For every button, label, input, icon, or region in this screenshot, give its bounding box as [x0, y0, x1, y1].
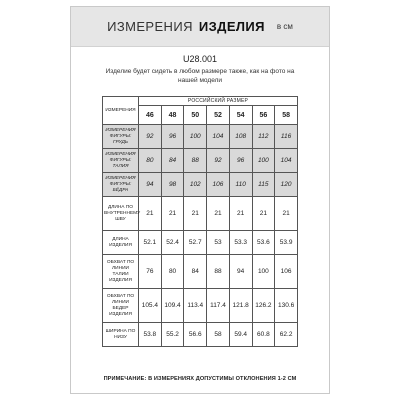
- table-cell: 53.8: [139, 323, 162, 347]
- table-row: [103, 173, 298, 197]
- size-header-cell: 52: [207, 106, 230, 125]
- table-cell: 76: [139, 255, 162, 289]
- article-number: U28.001: [182, 54, 218, 64]
- table-cell: 84: [184, 255, 207, 289]
- size-table: [102, 96, 298, 347]
- table-row: [103, 125, 298, 149]
- row-label: ДЛИНА ПО ВНУТРЕННЕМУ ШВУ: [103, 197, 139, 231]
- table-cell: 80: [161, 255, 184, 289]
- size-header-cell: 58: [275, 106, 298, 125]
- table-cell: 120: [275, 173, 298, 197]
- table-row: [103, 323, 298, 347]
- table-cell: 100: [252, 149, 275, 173]
- table-cell: 88: [184, 149, 207, 173]
- row-label: ДЛИНА ИЗДЕЛИЯ: [103, 231, 139, 255]
- title-measurements: ИЗМЕРЕНИЯ: [107, 19, 193, 34]
- size-header-cell: 50: [184, 106, 207, 125]
- table-cell: 53.3: [229, 231, 252, 255]
- table-cell: 21: [229, 197, 252, 231]
- table-cell: 88: [207, 255, 230, 289]
- table-cell: 105.4: [139, 289, 162, 323]
- table-cell: 94: [229, 255, 252, 289]
- size-header-cell: 56: [252, 106, 275, 125]
- table-cell: 108: [229, 125, 252, 149]
- table-row: [103, 289, 298, 323]
- table-corner-label: ИЗМЕРЕНИЯ: [103, 97, 139, 125]
- title-product: ИЗДЕЛИЯ: [198, 19, 265, 34]
- table-cell: 106: [207, 173, 230, 197]
- table-cell: 59.4: [229, 323, 252, 347]
- fit-note: Изделие будет сидеть в любом размере также, как на фото на нашей модели: [105, 68, 295, 84]
- row-label: ИЗМЕРЕНИЯ ФИГУРЫ: ТАЛИЯ: [103, 149, 139, 173]
- table-cell: 21: [207, 197, 230, 231]
- table-cell: 96: [229, 149, 252, 173]
- table-cell: 112: [252, 125, 275, 149]
- table-cell: 130.6: [275, 289, 298, 323]
- table-cell: 104: [275, 149, 298, 173]
- table-row: [103, 197, 298, 231]
- table-cell: 53: [207, 231, 230, 255]
- table-cell: 55.2: [161, 323, 184, 347]
- table-group-header-row: [103, 97, 298, 106]
- table-row: [103, 255, 298, 289]
- size-header-cell: 54: [229, 106, 252, 125]
- table-cell: 53.6: [252, 231, 275, 255]
- table-cell: 102: [184, 173, 207, 197]
- table-cell: 110: [229, 173, 252, 197]
- table-cell: 21: [252, 197, 275, 231]
- row-label: ШИРИНА ПО НИЗУ: [103, 323, 139, 347]
- table-cell: 100: [252, 255, 275, 289]
- table-cell: 96: [161, 125, 184, 149]
- table-cell: 106: [275, 255, 298, 289]
- table-cell: 21: [161, 197, 184, 231]
- table-cell: 126.2: [252, 289, 275, 323]
- table-cell: 52.7: [184, 231, 207, 255]
- table-cell: 53.9: [275, 231, 298, 255]
- table-cell: 21: [139, 197, 162, 231]
- tolerance-note: ПРИМЕЧАНИЕ: В ИЗМЕРЕНИЯХ ДОПУСТИМЫ ОТКЛОНЕНИЯ 1-2 СМ: [103, 376, 297, 382]
- table-cell: 115: [252, 173, 275, 197]
- table-cell: 94: [139, 173, 162, 197]
- size-header-cell: 48: [161, 106, 184, 125]
- table-cell: 56.6: [184, 323, 207, 347]
- row-label: ОБХВАТ ПО ЛИНИИ ТАЛИИ ИЗДЕЛИЯ: [103, 255, 139, 289]
- table-row: [103, 149, 298, 173]
- table-cell: 113.4: [184, 289, 207, 323]
- size-chart-sheet: [70, 6, 330, 394]
- table-cell: 21: [275, 197, 298, 231]
- table-cell: 60.8: [252, 323, 275, 347]
- table-row: [103, 231, 298, 255]
- table-cell: 62.2: [275, 323, 298, 347]
- table-cell: 52.1: [139, 231, 162, 255]
- table-cell: 92: [207, 149, 230, 173]
- table-cell: 100: [184, 125, 207, 149]
- table-cell: 104: [207, 125, 230, 149]
- row-label: ИЗМЕРЕНИЯ ФИГУРЫ: ГРУДЬ: [103, 125, 139, 149]
- table-cell: 109.4: [161, 289, 184, 323]
- row-label: ИЗМЕРЕНИЯ ФИГУРЫ: БЁДРА: [103, 173, 139, 197]
- title-bar: [71, 7, 329, 47]
- table-cell: 84: [161, 149, 184, 173]
- russian-size-header: РОССИЙСКИЙ РАЗМЕР: [139, 97, 298, 106]
- table-cell: 117.4: [207, 289, 230, 323]
- table-cell: 58: [207, 323, 230, 347]
- size-header-cell: 46: [139, 106, 162, 125]
- table-cell: 116: [275, 125, 298, 149]
- table-cell: 52.4: [161, 231, 184, 255]
- table-cell: 121.8: [229, 289, 252, 323]
- row-label: ОБХВАТ ПО ЛИНИИ БЕДЕР ИЗДЕЛИЯ: [103, 289, 139, 323]
- table-cell: 21: [184, 197, 207, 231]
- table-cell: 98: [161, 173, 184, 197]
- table-cell: 92: [139, 125, 162, 149]
- table-cell: 80: [139, 149, 162, 173]
- title-unit: в см: [276, 22, 293, 31]
